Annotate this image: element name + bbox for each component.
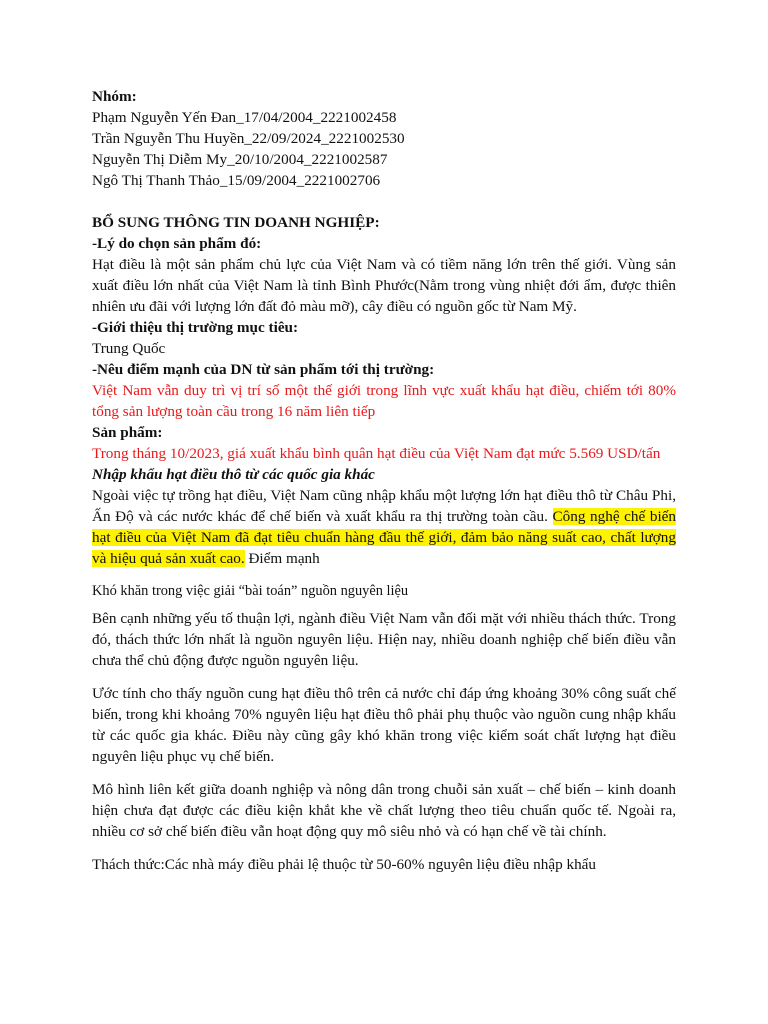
import-text: Ngoài việc tự trồng hạt điều, Việt Nam cũng nhập khẩu một lượng lớn hạt điều thô từ Châu Phi, Ấn Độ và các nước khác để chế biến và xuất khẩu ra thị trường toàn cầu.: [92, 487, 676, 525]
reason-text: Hạt điều là một sản phẩm chủ lực của Việt Nam và có tiềm năng lớn trên thế giới. Vùng sản xuất điều lớn nhất của Việt Nam là tỉnh Bình Phước(Nằm trong vùng nhiệt đới ẩm, được thiên nhiên ưu đãi với lượng lớn đất đỏ màu mỡ), cây điều có nguồn gốc từ Nam Mỹ.: [92, 256, 676, 315]
section-title: BỔ SUNG THÔNG TIN DOANH NGHIỆP:: [92, 214, 380, 231]
group-member-1: Phạm Nguyễn Yến Đan_17/04/2004_2221002458: [92, 109, 397, 126]
import-paragraph: [92, 485, 676, 569]
group-heading: Nhóm:: [92, 88, 137, 105]
group-member-4: Ngô Thị Thanh Thảo_15/09/2004_2221002706: [92, 172, 381, 189]
spacer: [92, 671, 676, 683]
market-text: Trung Quốc: [92, 340, 166, 357]
strength-heading: -Nêu điểm mạnh của DN từ sản phẩm tới thị trường:: [92, 361, 435, 378]
spacer: [92, 191, 676, 212]
import-heading: Nhập khẩu hạt điều thô từ các quốc gia khác: [92, 466, 375, 483]
spacer: [92, 767, 676, 779]
spacer: [92, 569, 676, 581]
spacer: [92, 842, 676, 854]
group-member-3: Nguyễn Thị Diễm My_20/10/2004_2221002587: [92, 151, 388, 168]
product-text: Trong tháng 10/2023, giá xuất khẩu bình quân hạt điều của Việt Nam đạt mức 5.569 USD/tấn: [92, 445, 661, 462]
difficulty-paragraph-2: Ước tính cho thấy nguồn cung hạt điều thô trên cả nước chỉ đáp ứng khoảng 30% công suất chế biến, trong khi khoảng 70% nguyên liệu hạt điều thô phải phụ thuộc vào nguồn cung nhập khẩu từ các quốc gia khác. Điều này cũng gây khó khăn trong việc kiểm soát chất lượng hạt điều nguyên liệu phục vụ chế biến.: [92, 685, 676, 765]
reason-heading: -Lý do chọn sản phẩm đó:: [92, 235, 262, 252]
product-heading: Sản phẩm:: [92, 424, 163, 441]
document-page: [92, 86, 676, 875]
strength-text: Việt Nam vẫn duy trì vị trí số một thế giới trong lĩnh vực xuất khẩu hạt điều, chiếm tới 80% tổng sản lượng toàn cầu trong 16 năm liên tiếp: [92, 382, 676, 420]
group-member-2: Trần Nguyễn Thu Huyền_22/09/2024_2221002530: [92, 130, 405, 147]
difficulty-paragraph-1: Bên cạnh những yếu tố thuận lợi, ngành điều Việt Nam vẫn đối mặt với nhiều thách thức. Trong đó, thách thức lớn nhất là nguồn nguyên liệu. Hiện nay, nhiều doanh nghiệp chế biến điều vẫn chưa thể chủ động được nguồn nguyên liệu.: [92, 610, 676, 669]
import-highlight: Công nghệ chế biến hạt điều của Việt Nam đã đạt tiêu chuẩn hàng đầu thế giới, đảm bảo năng suất cao, chất lượng và hiệu quả sản xuất cao.: [92, 508, 677, 567]
difficulty-heading: Khó khăn trong việc giải “bài toán” nguồn nguyên liệu: [92, 583, 409, 599]
market-heading: -Giới thiệu thị trường mục tiêu:: [92, 319, 299, 336]
challenge-text: Thách thức:Các nhà máy điều phải lệ thuộc từ 50-60% nguyên liệu điều nhập khẩu: [92, 856, 597, 873]
difficulty-paragraph-3: Mô hình liên kết giữa doanh nghiệp và nông dân trong chuỗi sản xuất – chế biến – kinh doanh hiện chưa đạt được các điều kiện khắt khe về chất lượng theo tiêu chuẩn quốc tế. Ngoài ra, nhiều cơ sở chế biến điều vẫn hoạt động quy mô siêu nhỏ và có hạn chế về tài chính.: [92, 781, 676, 840]
import-tail: Điểm mạnh: [244, 550, 320, 567]
